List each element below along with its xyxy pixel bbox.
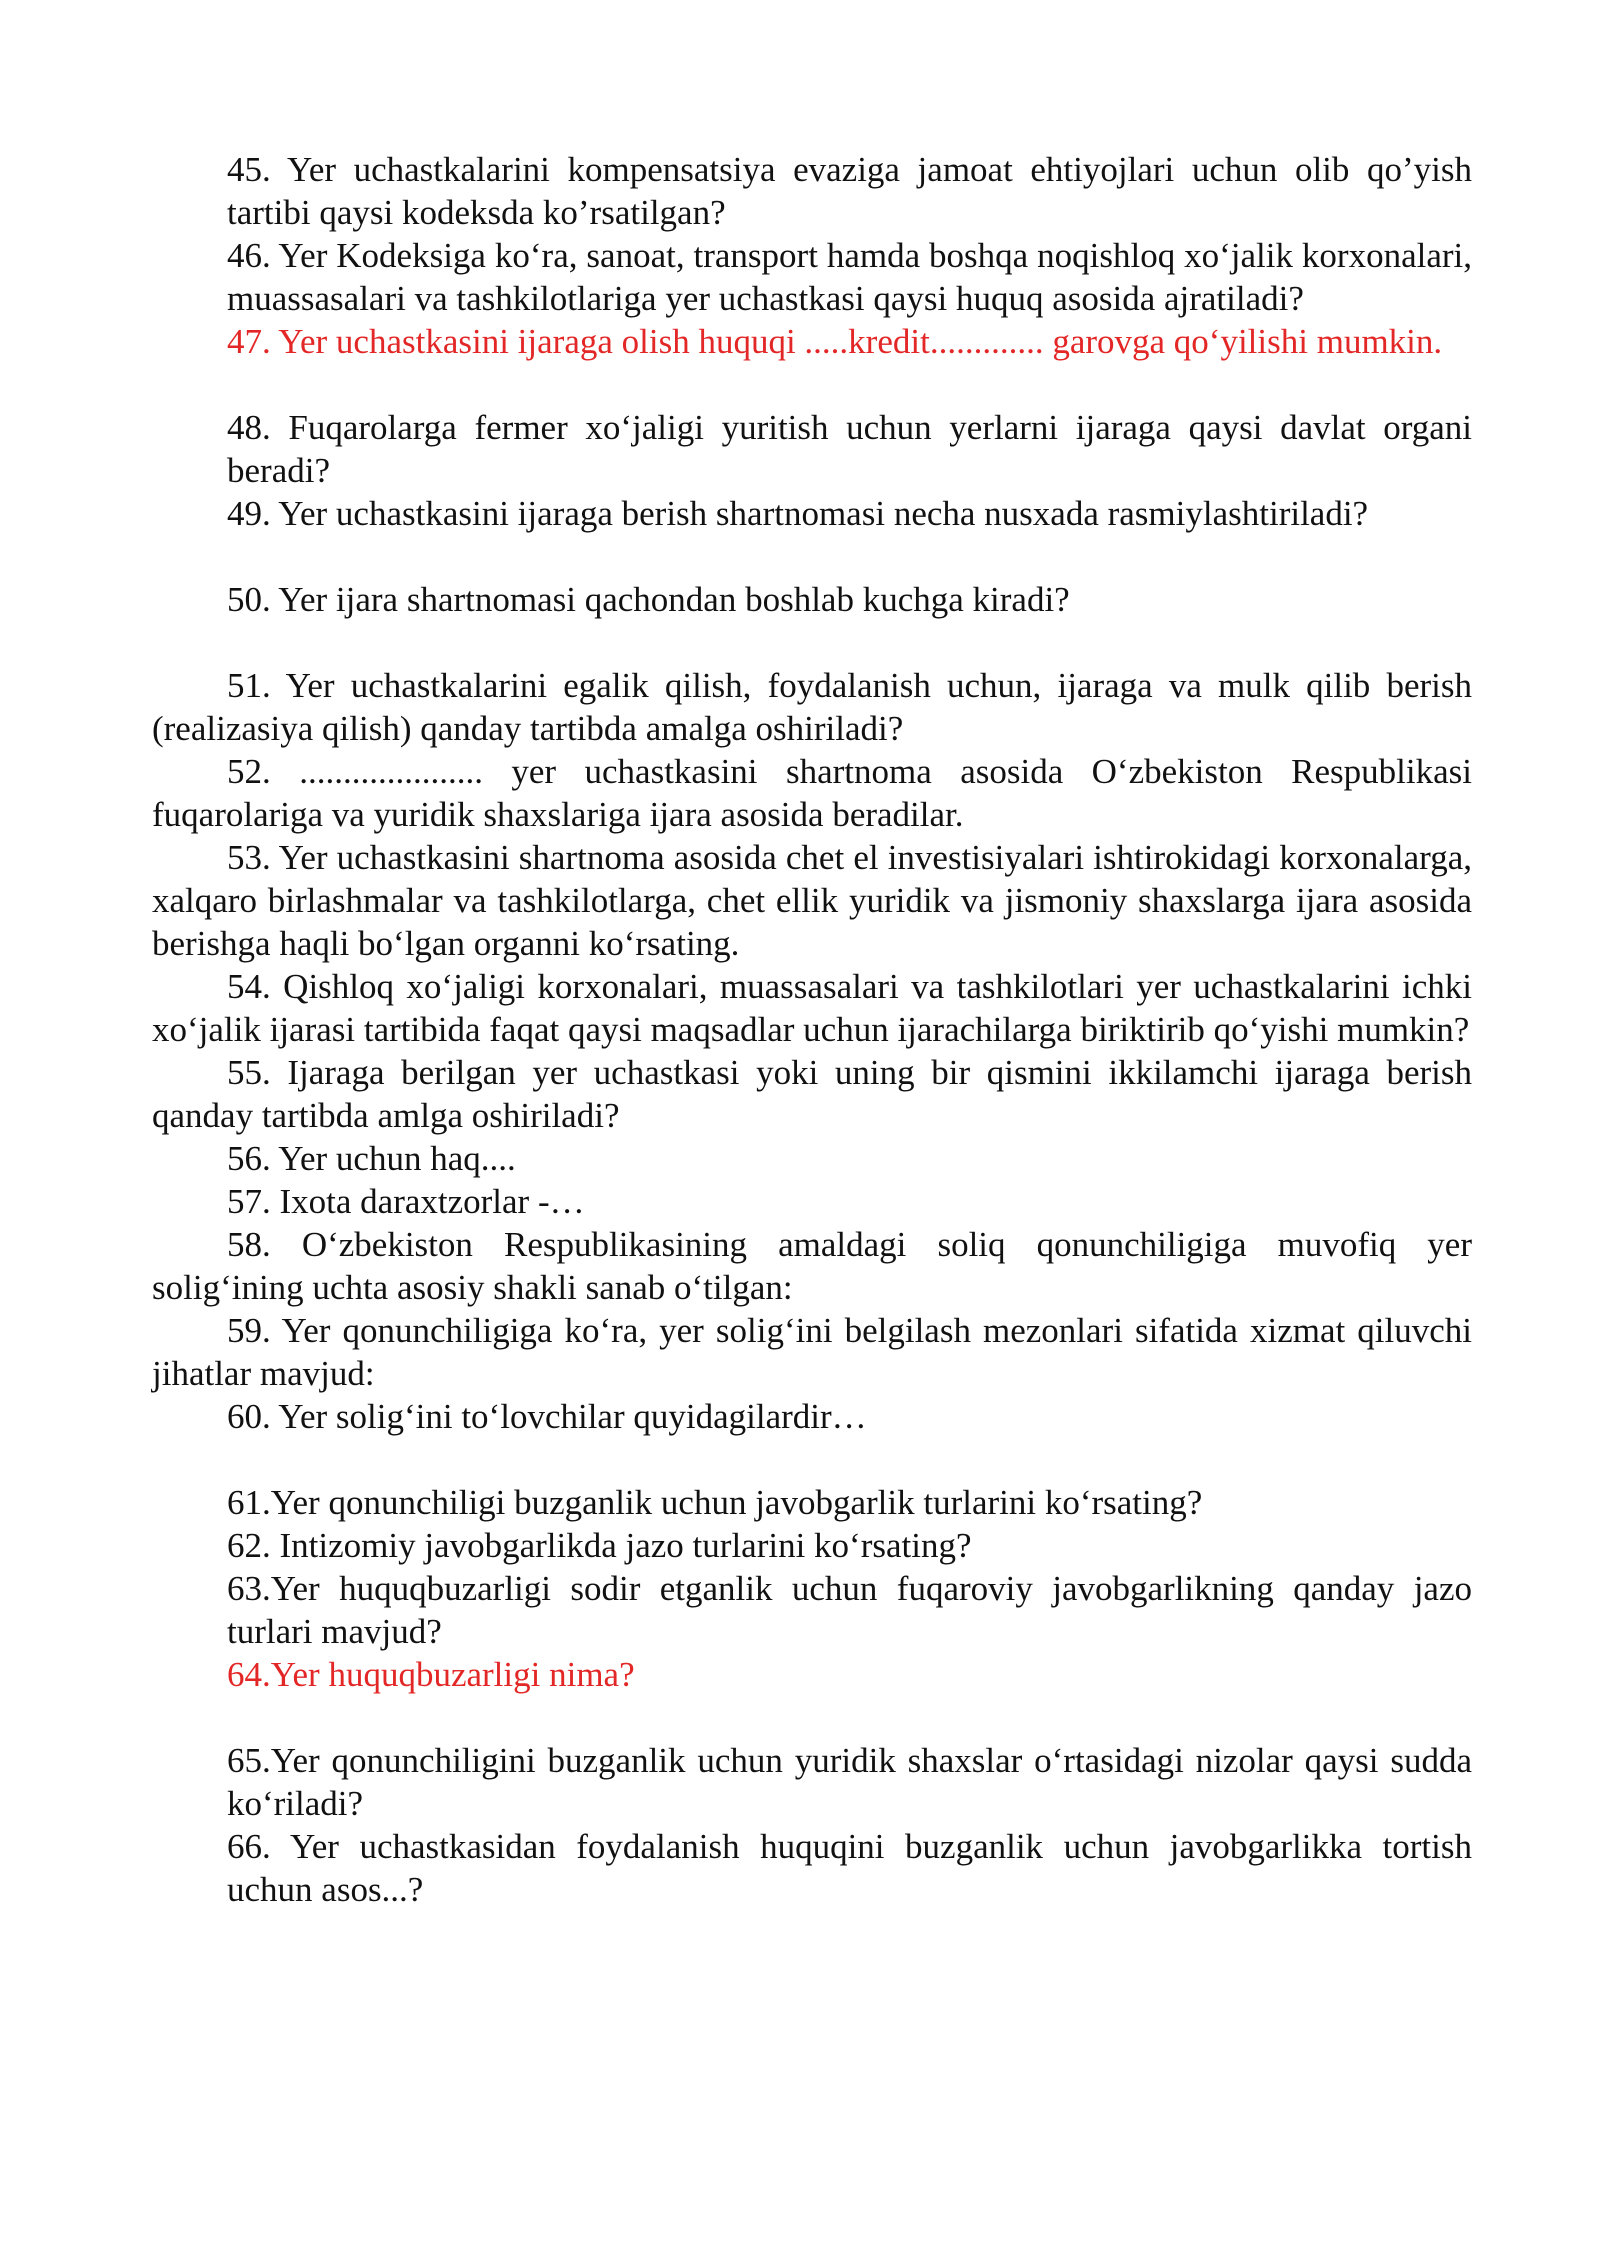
document-page — [152, 148, 1472, 1911]
question-text: Ijaraga berilgan yer uchastkasi yoki uning bir qismini ikkilamchi ijaraga berish qanday tartibda amlga oshiriladi? — [152, 1053, 1472, 1135]
question-58 — [152, 1223, 1472, 1309]
question-text: Yer Kodeksiga ko‘ra, sanoat, transport hamda boshqa noqishloq xo‘jalik korxonalari, muassasalari va tashkilotlariga yer uchastkasi qaysi huquq asosida ajratiladi? — [227, 236, 1472, 318]
question-63 — [152, 1567, 1472, 1653]
question-number: 56. — [227, 1139, 271, 1178]
question-number: 50. — [227, 580, 271, 619]
question-number: 58. — [227, 1225, 271, 1264]
question-number: 46. — [227, 236, 271, 275]
question-number: 52. — [227, 752, 271, 791]
question-number: 61. — [227, 1483, 271, 1522]
question-number: 63. — [227, 1569, 271, 1608]
question-text: Yer uchastkasini ijaraga berish shartnomasi necha nusxada rasmiylashtiriladi? — [278, 494, 1369, 533]
question-66 — [152, 1825, 1472, 1911]
question-text: Yer solig‘ini to‘lovchilar quyidagilardir… — [278, 1397, 867, 1436]
question-56 — [152, 1137, 1472, 1180]
question-55 — [152, 1051, 1472, 1137]
question-46 — [152, 234, 1472, 320]
question-number: 48. — [227, 408, 271, 447]
question-text: Yer huquqbuzarligi sodir etganlik uchun fuqaroviy javobgarlikning qanday jazo turlari mavjud? — [227, 1569, 1472, 1651]
question-text: Intizomiy javobgarlikda jazo turlarini ko‘rsating? — [279, 1526, 972, 1565]
question-number: 55. — [227, 1053, 271, 1092]
question-53 — [152, 836, 1472, 965]
question-64-highlighted — [152, 1653, 1472, 1696]
question-number: 60. — [227, 1397, 271, 1436]
question-49 — [152, 492, 1472, 535]
question-text: Yer uchastkasini ijaraga olish huquqi .....kredit............. garovga qo‘yilishi mumkin. — [278, 322, 1443, 361]
question-text: Ixota daraxtzorlar -… — [279, 1182, 585, 1221]
question-text: Yer ijara shartnomasi qachondan boshlab kuchga kiradi? — [278, 580, 1070, 619]
question-number: 65. — [227, 1741, 271, 1780]
question-61 — [152, 1481, 1472, 1524]
question-text: Yer qonunchiligi buzganlik uchun javobgarlik turlarini ko‘rsating? — [270, 1483, 1203, 1522]
question-number: 51. — [227, 666, 271, 705]
question-59 — [152, 1309, 1472, 1395]
question-48 — [152, 406, 1472, 492]
question-52 — [152, 750, 1472, 836]
question-57 — [152, 1180, 1472, 1223]
question-text: Yer qonunchiligini buzganlik uchun yuridik shaxslar o‘rtasidagi nizolar qaysi sudda ko‘riladi? — [227, 1741, 1472, 1823]
question-62 — [152, 1524, 1472, 1567]
question-47-highlighted — [152, 320, 1472, 363]
question-text: Yer uchun haq.... — [278, 1139, 516, 1178]
question-number: 62. — [227, 1526, 271, 1565]
question-number: 53. — [227, 838, 271, 877]
question-number: 57. — [227, 1182, 271, 1221]
question-text: Fuqarolarga fermer xo‘jaligi yuritish uchun yerlarni ijaraga qaysi davlat organi beradi? — [227, 408, 1473, 490]
question-text: Yer uchastkalarini egalik qilish, foydalanish uchun, ijaraga va mulk qilib berish (realizasiya qilish) qanday tartibda amalga oshiriladi? — [152, 666, 1472, 748]
question-60 — [152, 1395, 1472, 1438]
question-51 — [152, 664, 1472, 750]
question-text: Qishloq xo‘jaligi korxonalari, muassasalari va tashkilotlari yer uchastkalarini ichki xo‘jalik ijarasi tartibida faqat qaysi maqsadlar uchun ijarachilarga biriktirib qo‘yishi mumkin? — [152, 967, 1473, 1049]
question-number: 64. — [227, 1655, 271, 1694]
question-65 — [152, 1739, 1472, 1825]
question-number: 66. — [227, 1827, 271, 1866]
question-number: 54. — [227, 967, 271, 1006]
question-text: Yer uchastkalarini kompensatsiya evaziga jamoat ehtiyojlari uchun olib qo’yish tartibi qaysi kodeksda ko’rsatilgan? — [227, 150, 1472, 232]
question-50 — [152, 578, 1472, 621]
question-text: Yer uchastkasini shartnoma asosida chet el investisiyalari ishtirokidagi korxonalarga, xalqaro birlashmalar va tashkilotlarga, chet ellik yuridik va jismoniy shaxslarga ijara asosida berishga haqli bo‘lgan organni ko‘rsating. — [152, 838, 1472, 963]
question-text: Yer qonunchiligiga ko‘ra, yer solig‘ini belgilash mezonlari sifatida xizmat qiluvchi jihatlar mavjud: — [152, 1311, 1472, 1393]
question-number: 45. — [227, 150, 271, 189]
question-number: 59. — [227, 1311, 271, 1350]
question-text: O‘zbekiston Respublikasining amaldagi soliq qonunchiligiga muvofiq yer solig‘ining uchta asosiy shakli sanab o‘tilgan: — [152, 1225, 1472, 1307]
question-text: Yer uchastkasidan foydalanish huquqini buzganlik uchun javobgarlikka tortish uchun asos...? — [227, 1827, 1473, 1909]
question-number: 49. — [227, 494, 271, 533]
question-45 — [152, 148, 1472, 234]
question-text: ..................... yer uchastkasini shartnoma asosida O‘zbekiston Respublikasi fuqarolariga va yuridik shaxslariga ijara asosida beradilar. — [152, 752, 1472, 834]
question-54 — [152, 965, 1472, 1051]
question-text: Yer huquqbuzarligi nima? — [270, 1655, 635, 1694]
question-number: 47. — [227, 322, 271, 361]
